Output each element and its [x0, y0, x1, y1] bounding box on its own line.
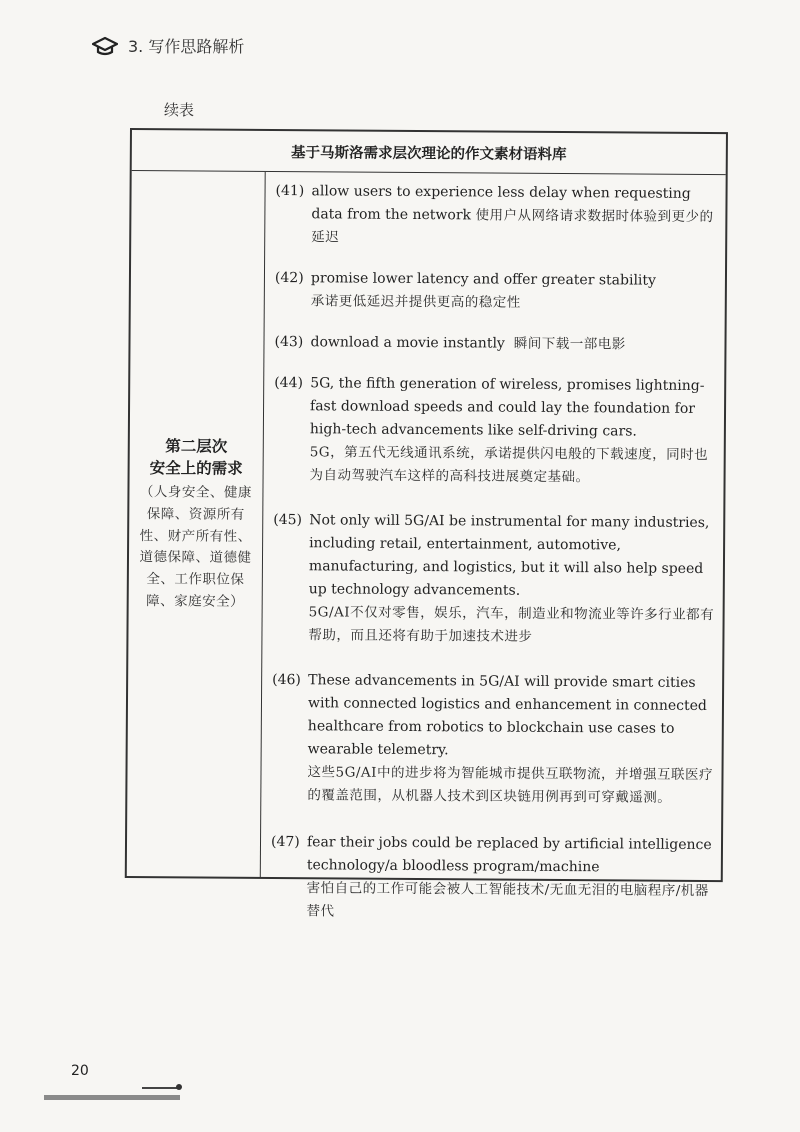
chapter-header	[92, 34, 244, 57]
entry-chinese: 害怕自己的工作可能会被人工智能技术/无血无泪的电脑程序/机器替代	[306, 880, 709, 920]
entry-english: promise lower latency and offer greater stability	[310, 270, 657, 289]
entry-english: fear their jobs could be replaced by artificial intelligence technology/a bloodless program/machine	[306, 834, 712, 876]
page-number: 20	[71, 1063, 89, 1079]
entry-english: allow users to experience less delay when requesting data from the network	[311, 183, 691, 224]
list-item	[273, 372, 716, 490]
entry-number: (46)	[272, 672, 301, 689]
entry-number: (42)	[274, 270, 304, 287]
entry-chinese: 5G/AI不仅对零售，娱乐，汽车，制造业和物流业等许多行业都有帮助，而且还将有助于加速技术进步	[308, 604, 715, 645]
level-subtitle: 安全上的需求	[149, 459, 243, 479]
entry-chinese: 承诺更低延迟并提供更高的稳定性	[310, 293, 521, 311]
footer-dot	[176, 1084, 182, 1090]
footer-line	[142, 1087, 178, 1089]
level-title: 第二层次	[165, 437, 228, 456]
entry-number: (43)	[274, 334, 304, 351]
entry-chinese: 这些5G/AI中的进步将为智能城市提供互联物流，并增强互联医疗的覆盖范围，从机器人技术到区块链用例再到可穿戴遥测。	[307, 764, 714, 806]
entry-number: (47)	[270, 834, 300, 851]
entry-english: download a movie instantly	[310, 334, 505, 352]
entry-chinese: 使用户从网络请求数据时体验到更少的延迟	[311, 207, 714, 246]
footer-bar	[44, 1095, 180, 1100]
list-item	[275, 180, 717, 252]
entry-number: (41)	[275, 183, 305, 200]
list-item	[274, 331, 716, 357]
entry-english: Not only will 5G/AI be instrumental for many industries, including retail, entertainment, automotive, manufacturing, and logistics, but it will also help speed up technology advancements.	[308, 512, 710, 599]
entry-english: These advancements in 5G/AI will provide smart cities with connected logistics and enhancement in connected healthcare from robotics to blockchain use cases to wearable telemetry.	[307, 672, 707, 759]
chapter-title: 3. 写作思路解析	[128, 37, 245, 56]
list-item	[272, 509, 715, 650]
list-item	[270, 831, 713, 926]
entries-cell	[261, 172, 726, 920]
entry-chinese: 瞬间下载一部电影	[513, 335, 626, 353]
entry-number: (45)	[273, 512, 303, 529]
graduation-cap-icon	[92, 35, 118, 57]
level-cell	[127, 171, 266, 878]
table-title: 基于马斯洛需求层次理论的作文素材语料库	[132, 130, 726, 175]
list-item	[271, 669, 714, 810]
level-description: （人身安全、健康保障、资源所有性、财产所有性、道德保障、道德健全、工作职位保障、家庭安全）	[139, 483, 253, 610]
entry-chinese: 5G，第五代无线通讯系统，承诺提供闪电般的下载速度，同时也为自动驾驶汽车这样的高科技进展奠定基础。	[309, 444, 709, 486]
corpus-table	[125, 128, 728, 920]
continued-label: 续表	[164, 101, 195, 119]
entry-english: 5G, the fifth generation of wireless, promises lightning-fast download speeds and could lay the foundation for high-tech advancements like self-driving cars.	[309, 375, 705, 440]
list-item	[275, 267, 717, 316]
entry-number: (44)	[274, 375, 304, 392]
